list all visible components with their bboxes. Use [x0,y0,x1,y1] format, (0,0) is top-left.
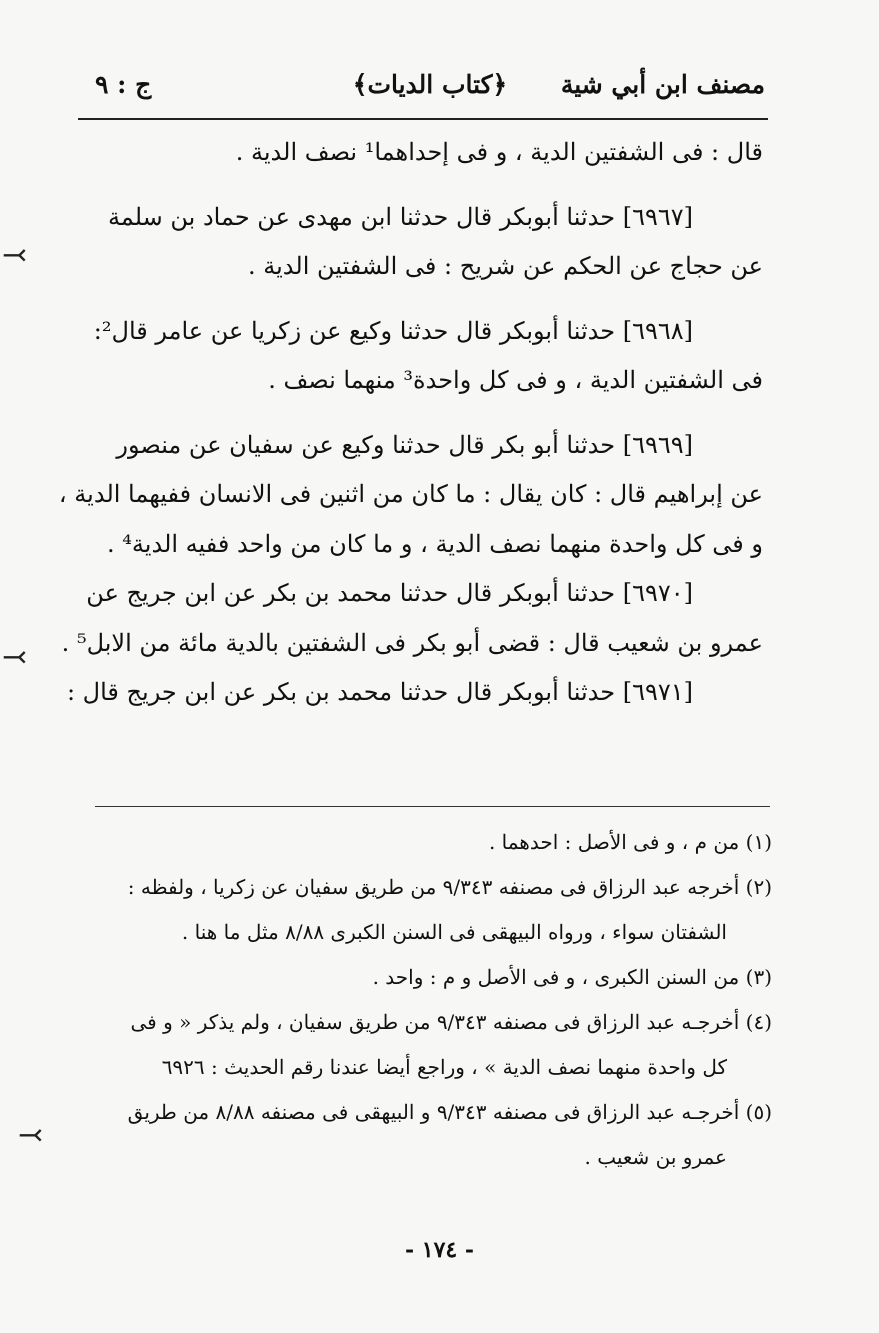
chapter-title: ﴿كتاب الديات﴾ [352,70,508,99]
footnote: (١) من م ، و فى الأصل : احدهما . [488,830,772,854]
margin-tick-icon: ⤙ [2,238,28,273]
page-number: - ١٧٤ - [404,1237,475,1263]
margin-tick-icon: ⤙ [18,1118,44,1153]
margin-tick-icon: ⤙ [2,640,28,675]
hadith-line: [٦٩٦٨] حدثنا أبوبكر قال حدثنا وكيع عن زكريا عن عامر قال²: [93,316,693,345]
text-line: عن حجاج عن الحكم عن شريح : فى الشفتين الدية . [247,252,763,280]
hadith-line: [٦٩٧١] حدثنا أبوبكر قال حدثنا محمد بن بكر عن ابن جريج قال : [66,678,693,706]
footnote: (٤) أخرجـه عبد الرزاق فى مصنفه ٩/٣٤٣ من طريق سفيان ، ولم يذكر « و فى [130,1010,772,1034]
text-line: عمرو بن شعيب قال : قضى أبو بكر فى الشفتين بالدية مائة من الابل⁵ . [61,628,763,657]
footnote: (٣) من السنن الكبرى ، و فى الأصل و م : واحد . [372,965,772,989]
footnote-continuation: عمرو بن شعيب . [584,1145,727,1169]
header-rule [78,118,768,120]
footnotes [100,820,772,1180]
book-title: مصنف ابن أبي شية [560,70,765,99]
running-header [95,62,765,112]
footnote: (٥) أخرجـه عبد الرزاق فى مصنفه ٩/٣٤٣ و البيهقى فى مصنفه ٨/٨٨ من طريق [127,1100,772,1124]
text-line: فى الشفتين الدية ، و فى كل واحدة³ منهما نصف . [268,366,763,394]
hadith-line: [٦٩٦٧] حدثنا أبوبكر قال حدثنا ابن مهدى عن حماد بن سلمة [107,202,693,231]
footnote: (٢) أخرجه عبد الرزاق فى مصنفه ٩/٣٤٣ من طريق سفيان عن زكريا ، ولفظه : [127,875,772,899]
volume-number: ج : ٩ [95,70,152,99]
hadith-line: [٦٩٧٠] حدثنا أبوبكر قال حدثنا محمد بن بكر عن ابن جريج عن [86,579,693,607]
text-line: عن إبراهيم قال : كان يقال : ما كان من اثنين فى الانسان ففيهما الدية ، [58,480,763,508]
footnote-rule [95,806,770,807]
main-text [58,128,763,718]
hadith-line: [٦٩٦٩] حدثنا أبو بكر قال حدثنا وكيع عن سفيان عن منصور [116,430,693,459]
text-line: قال : فى الشفتين الدية ، و فى إحداهما¹ نصف الدية . [235,138,763,166]
footnote-continuation: الشفتان سواء ، ورواه البيهقى فى السنن الكبرى ٨/٨٨ مثل ما هنا . [181,920,727,944]
text-line: و فى كل واحدة منهما نصف الدية ، و ما كان من واحد ففيه الدية⁴ . [107,529,763,558]
footnote-continuation: كل واحدة منهما نصف الدية » ، وراجع أيضا عندنا رقم الحديث : ٦٩٢٦ [161,1055,727,1079]
